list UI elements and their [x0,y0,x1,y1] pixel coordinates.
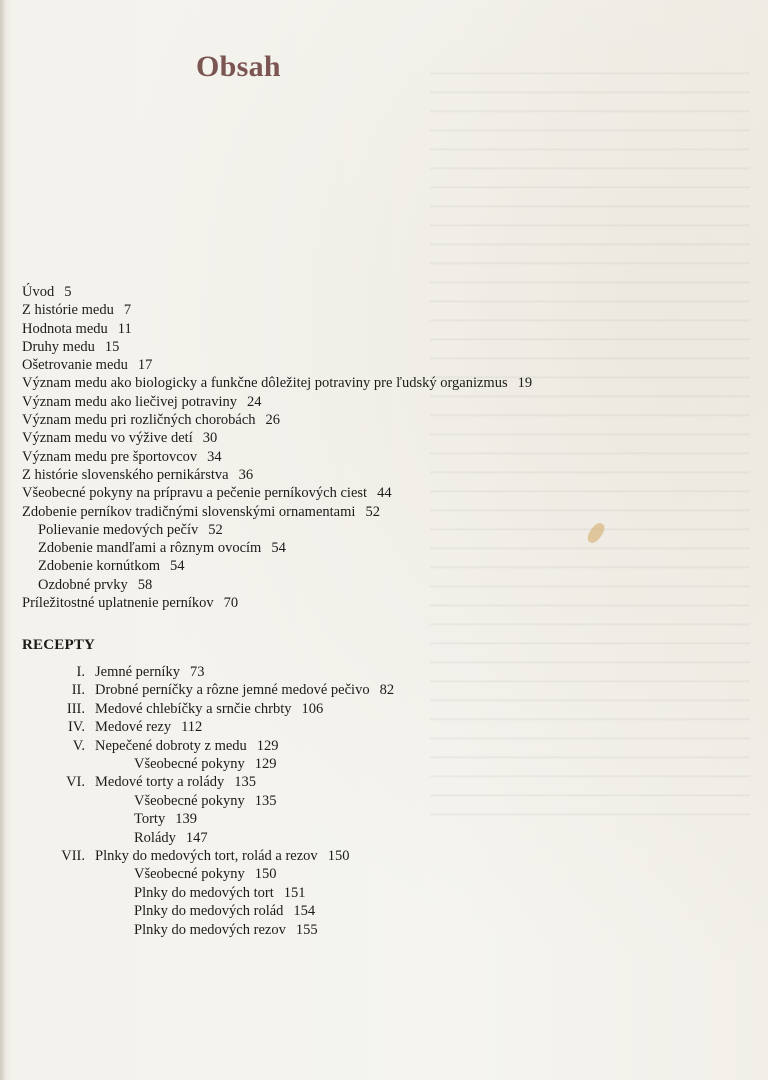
toc-entry-title: Druhy medu [22,338,95,355]
toc-entry-page: 15 [104,338,120,355]
toc-entry [22,594,532,612]
recipe-page: 150 [327,848,350,865]
recipe-chapter-number: II. [71,682,85,699]
recipes-list [22,663,394,939]
recipe-subentry [22,810,394,828]
recipe-page: 73 [189,664,205,680]
recipe-page: 129 [256,737,279,754]
recipe-title: Všeobecné pokyny [134,792,245,809]
recipe-page: 106 [301,700,324,717]
toc-entry-page: 24 [247,393,262,410]
recipe-title: Drobné perníčky a rôzne jemné medové pečivo [95,682,370,699]
toc-entry-title: Z histórie slovenského pernikárstva [22,466,229,483]
toc-entry-title: Význam medu ako liečivej potraviny [22,393,238,410]
toc-subentry [22,576,532,594]
recipe-title: Medové rezy [95,719,172,736]
toc-entry-page: 52 [208,521,223,538]
recipe-title: Nepečené dobroty z medu [95,737,247,754]
toc-entry-page: 11 [117,320,132,337]
toc-entry-title: Zdobenie perníkov tradičnými slovenskými ornamentami [22,503,356,520]
toc-subentry [22,557,532,575]
recipe-subentry [22,755,394,773]
recipe-title: Plnky do medových tort, rolád a rezov [95,848,318,865]
recipe-title: Rolády [134,829,176,846]
table-of-contents [22,283,532,612]
toc-entry-page: 17 [137,357,153,374]
toc-entry [22,338,532,356]
toc-entry-title: Ošetrovanie medu [22,357,128,374]
recipe-subentry [22,792,394,810]
toc-entry-title: Príležitostné uplatnenie perníkov [22,595,214,612]
recipe-chapter-number: V. [72,737,85,754]
recipe-chapter-number: III. [66,700,85,717]
toc-entry-page: 7 [123,302,132,319]
recipe-chapter-number: I. [76,664,85,680]
recipe-chapter-number: VI. [66,774,85,791]
toc-entry-title: Polievanie medových pečív [38,521,199,538]
recipe-page: 135 [234,774,257,791]
toc-entry [22,466,532,484]
toc-entry-page: 30 [202,430,218,447]
recipe-title: Všeobecné pokyny [134,866,245,883]
toc-entry-page: 54 [170,558,185,575]
recipe-chapter [22,681,394,699]
recipe-chapter [22,773,394,791]
recipe-title: Plnky do medových tort [134,884,274,901]
recipe-chapter [22,663,394,681]
toc-entry-title: Ozdobné prvky [38,576,128,593]
recipe-title: Torty [134,811,166,828]
toc-entry-title: Význam medu pri rozličných chorobách [22,412,256,429]
toc-entry [22,448,532,466]
toc-entry [22,411,532,429]
toc-entry [22,356,532,374]
recipe-page: 82 [379,682,395,699]
recipe-subentry [22,829,394,847]
toc-entry-title: Zdobenie mandľami a rôznym ovocím [38,540,262,557]
toc-entry-page: 70 [223,595,239,612]
toc-entry [22,429,532,447]
toc-entry-title: Úvod [22,284,55,300]
toc-entry-title: Význam medu ako biologicky a funkčne dôležitej potraviny pre ľudský organizmus [22,375,508,392]
toc-subentry [22,539,532,557]
recipes-heading: RECEPTY [22,637,96,653]
toc-entry-page: 52 [365,503,380,520]
recipe-page: 135 [254,792,277,809]
recipe-chapter [22,737,394,755]
toc-entry [22,374,532,392]
toc-entry-page: 36 [238,466,254,483]
recipe-title: Medové torty a rolády [95,774,225,791]
recipe-chapter-number: VII. [61,848,85,865]
recipe-page: 139 [175,811,197,828]
recipe-title: Plnky do medových rolád [134,903,284,920]
recipe-chapter [22,847,394,865]
toc-subentry [22,521,532,539]
recipe-chapter [22,700,394,718]
toc-entry-page: 5 [64,284,72,300]
recipe-chapter [22,718,394,736]
recipe-subentry [22,902,394,920]
toc-entry-page: 58 [137,576,153,593]
toc-entry-title: Zdobenie kornútkom [38,558,161,575]
recipe-title: Plnky do medových rezov [134,921,286,938]
recipe-page: 155 [295,921,318,938]
toc-entry [22,503,532,521]
toc-entry [22,283,532,301]
page-title: Obsah [196,50,281,83]
recipe-chapter-number: IV. [67,719,85,736]
toc-entry-title: Z histórie medu [22,302,114,319]
toc-entry [22,301,532,319]
recipe-subentry [22,884,394,902]
toc-entry-page: 26 [265,412,281,429]
recipe-title: Jemné perníky [95,664,180,680]
toc-entry [22,393,532,411]
toc-entry-page: 54 [271,540,286,557]
toc-entry-title: Všeobecné pokyny na prípravu a pečenie perníkových ciest [22,485,368,502]
recipe-title: Medové chlebíčky a srnčie chrbty [95,700,292,717]
toc-entry-title: Význam medu vo výžive detí [22,430,193,447]
recipe-page: 150 [254,866,277,883]
toc-entry-title: Význam medu pre športovcov [22,448,198,465]
recipe-title: Všeobecné pokyny [134,756,245,773]
recipe-page: 154 [293,903,316,920]
toc-entry-page: 34 [207,448,222,465]
toc-entry-title: Hodnota medu [22,320,108,337]
toc-entry-page: 19 [517,375,533,392]
recipe-subentry [22,921,394,939]
recipe-page: 129 [254,756,277,773]
recipe-subentry [22,865,394,883]
recipe-page: 147 [185,829,208,846]
recipe-page: 112 [181,719,203,736]
page-edge-shadow [0,0,6,1080]
toc-entry-page: 44 [377,485,392,502]
toc-entry [22,484,532,502]
toc-entry [22,320,532,338]
recipe-page: 151 [283,884,306,901]
